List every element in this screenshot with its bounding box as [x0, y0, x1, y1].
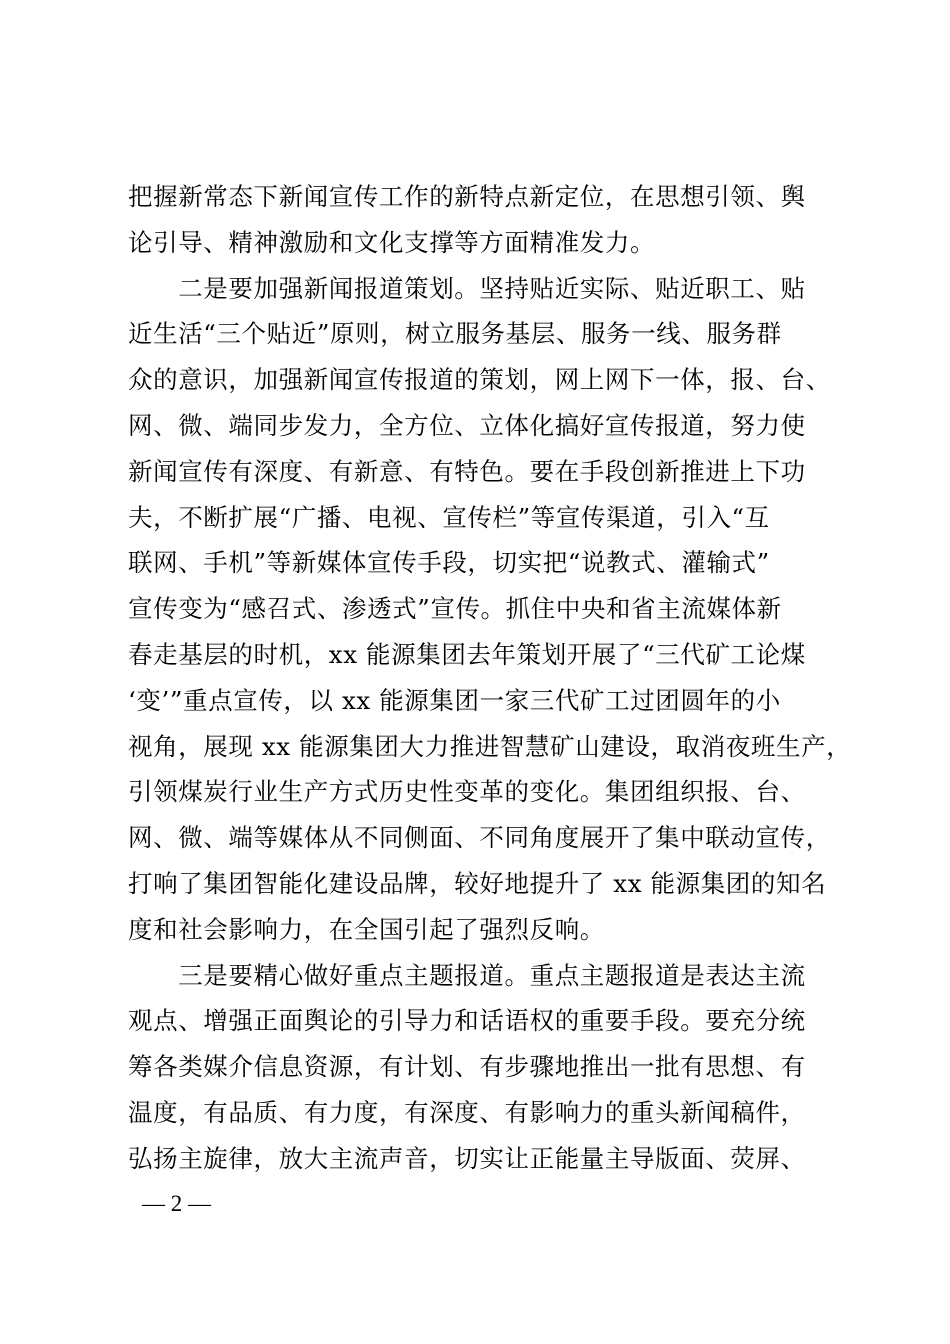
text-line: 宣传变为“感召式、渗透式”宣传。抓住中央和省主流媒体新: [128, 594, 782, 624]
text-line: 引领煤炭行业生产方式历史性变革的变化。集团组织报、台、: [128, 777, 806, 807]
text-line: 温度，有品质、有力度，有深度、有影响力的重头新闻稿件，: [128, 1097, 806, 1127]
text-line: 春走基层的时机，xx 能源集团去年策划开展了“三代矿工论煤: [128, 639, 806, 669]
text-line: 三是要精心做好重点主题报道。重点主题报道是表达主流: [128, 960, 806, 990]
text-line: 夫，不断扩展“广播、电视、宣传栏”等宣传渠道，引入“互: [128, 502, 770, 532]
text-line: 筹各类媒介信息资源，有计划、有步骤地推出一批有思想、有: [128, 1052, 806, 1082]
text-line: 把握新常态下新闻宣传工作的新特点新定位，在思想引领、舆: [128, 182, 806, 211]
text-line: 网、微、端同步发力，全方位、立体化搞好宣传报道，努力使: [128, 410, 806, 440]
text-line: 打响了集团智能化建设品牌，较好地提升了 xx 能源集团的知名: [128, 868, 827, 898]
body-text: [128, 174, 852, 1182]
text-line: 论引导、精神激励和文化支撑等方面精准发力。: [128, 227, 656, 257]
text-line: 观点、增强正面舆论的引导力和话语权的重要手段。要充分统: [128, 1006, 806, 1036]
text-line: ‘变’”重点宣传，以 xx 能源集团一家三代矿工过团圆年的小: [128, 685, 781, 715]
text-line: 二是要加强新闻报道策划。坚持贴近实际、贴近职工、贴: [128, 273, 806, 303]
text-line: 视角，展现 xx 能源集团大力推进智慧矿山建设，取消夜班生产，: [128, 731, 852, 761]
text-line: 网、微、端等媒体从不同侧面、不同角度展开了集中联动宣传，: [128, 823, 831, 853]
text-line: 联网、手机”等新媒体宣传手段，切实把“说教式、灌输式”: [128, 548, 770, 578]
text-line: 新闻宣传有深度、有新意、有特色。要在手段创新推进上下功: [128, 456, 806, 486]
text-line: 度和社会影响力，在全国引起了强烈反响。: [128, 914, 605, 944]
text-line: 弘扬主旋律，放大主流声音，切实让正能量主导版面、荧屏、: [128, 1143, 806, 1173]
text-line: 近生活“三个贴近”原则，树立服务基层、服务一线、服务群: [128, 319, 782, 349]
text-line: 众的意识，加强新闻宣传报道的策划，网上网下一体，报、台、: [128, 365, 831, 395]
page-number: — 2 —: [142, 1191, 211, 1216]
